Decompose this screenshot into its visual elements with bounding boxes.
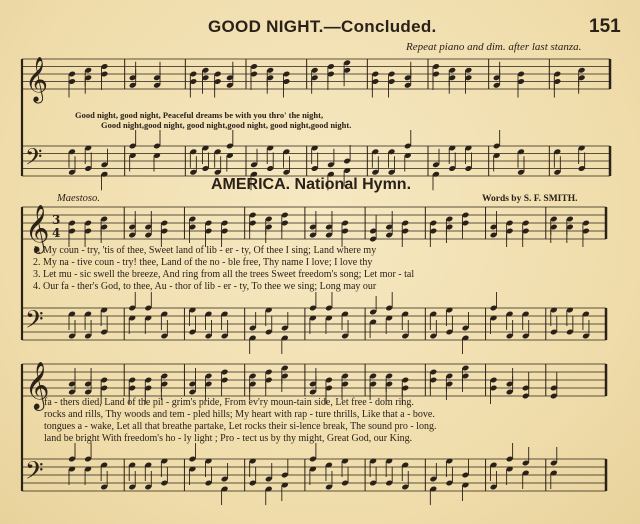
treble-clef: 𝄞 — [25, 360, 50, 409]
verse-3-line-1: 3. Let mu - sic swell the breeze, And ring from all the trees Sweet freedom's song; Let mor - tal — [33, 269, 415, 280]
treble-clef: 𝄞 — [25, 57, 49, 102]
verse-1-line-2: fa - thers died, Land of the pil - grim's pride, From ev'ry moun-tain side, Let free - dom ring. — [44, 397, 414, 408]
verse-2-line-2: rocks and rills, Thy woods and tem - pled hills; My heart with rap - ture thrills, Like that a - bove. — [44, 409, 435, 420]
time-signature-bottom: 4 — [52, 226, 61, 240]
verse-1-line-1: 1. My coun - try, 'tis of thee, Sweet land of lib - er - ty, Of thee I sing; Land where my — [33, 245, 377, 256]
verse-2-line-1: 2. My na - tive coun - try! thee, Land of the no - ble free, Thy name I love; I love thy — [33, 257, 373, 268]
song-title-good-night: GOOD NIGHT.—Concluded. — [208, 17, 437, 36]
verse-4-line-2: land be bright With freedom's ho - ly light ; Pro - tect us by thy might, Great God, our King. — [44, 433, 413, 444]
good-night-lyrics-lower: Good night,good night, good night,good night, good night,good night. — [101, 120, 352, 130]
performance-direction: Repeat piano and dim. after last stanza. — [406, 41, 582, 53]
verse-3-line-2: tongues a - wake, Let all that breathe partake, Let rocks their si-lence break, The sound pro - long. — [44, 421, 437, 432]
song-title-america: AMERICA. National Hymn. — [211, 176, 412, 193]
bass-clef: 𝄢 — [25, 456, 44, 490]
lyricist-credit: Words by S. F. SMITH. — [482, 194, 578, 204]
treble-clef: 𝄞 — [25, 203, 50, 252]
verse-4-line-1: 4. Our fa - ther's God, to thee, Au - thor of lib - er - ty, To thee we sing; Long may our — [33, 281, 377, 292]
tempo-marking: Maestoso. — [57, 193, 100, 204]
bass-clef: 𝄢 — [25, 305, 44, 339]
good-night-lyrics-upper: Good night, good night, Peaceful dreams be with you thro' the night, — [75, 110, 324, 120]
page-number: 151 — [589, 16, 621, 37]
time-signature-top: 3 — [52, 213, 61, 227]
bass-clef: 𝄢 — [25, 144, 43, 176]
